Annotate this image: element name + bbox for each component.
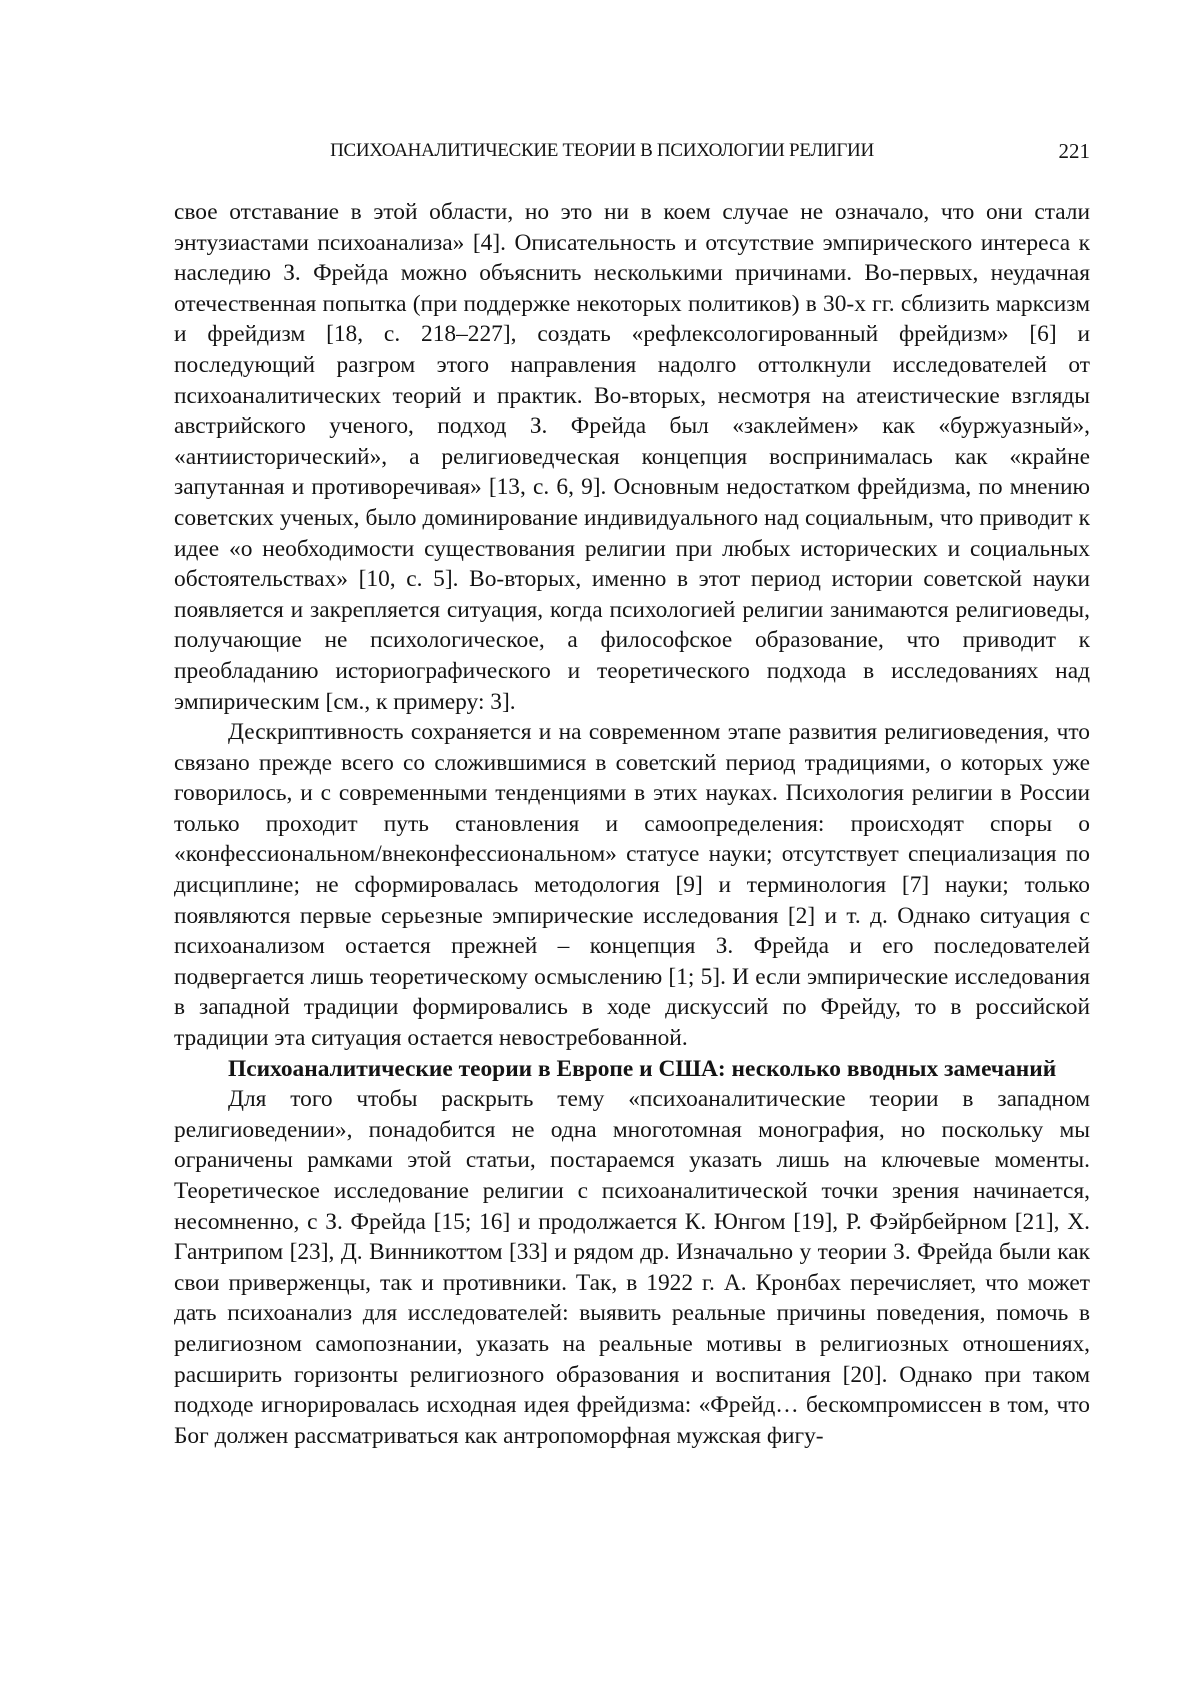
section-heading: Психоаналитические теории в Европе и США: несколько вводных замечаний: [174, 1054, 1090, 1085]
document-page: [0, 0, 1200, 1685]
paragraph: Дескриптивность сохраняется и на современном этапе развития религиоведения, что связано прежде всего со сложившимися в советский период традициями, о которых уже говорилось, и с современными тенденциями в этих науках. Психология религии в России только проходит путь становления и самоопределения: происходят споры о «конфессиональном/внеконфессиональном» статусе науки; отсутствует специализация по дисциплине; не сформировалась методология [9] и терминология [7] науки; только появляются первые серьезные эмпирические исследования [2] и т. д. Однако ситуация с психоанализом остается прежней – концепция З. Фрейда и его последователей подвергается лишь теоретическому осмыслению [1; 5]. И если эмпирические исследования в западной традиции формировались в ходе дискуссий по Фрейду, то в российской традиции эта ситуация остается невостребованной.: [174, 717, 1090, 1054]
body-text: [174, 197, 1090, 1451]
page-number: 221: [1059, 136, 1091, 166]
paragraph-continued: свое отставание в этой области, но это ни в коем случае не означало, что они стали энтузиастами психоанализа» [4]. Описательность и отсутствие эмпирического интереса к наследию З. Фрейда можно объяснить несколькими причинами. Во-первых, неудачная отечественная попытка (при поддержке некоторых политиков) в 30-х гг. сблизить марксизм и фрейдизм [18, с. 218–227], создать «рефлексологированный фрейдизм» [6] и последующий разгром этого направления надолго оттолкнули исследователей от психоаналитических теорий и практик. Во-вторых, несмотря на атеистические взгляды австрийского ученого, подход З. Фрейда был «заклеймен» как «буржуазный», «антиисторический», а религиоведческая концепция воспринималась как «крайне запутанная и противоречивая» [13, с. 6, 9]. Основным недостатком фрейдизма, по мнению советских ученых, было доминирование индивидуального над социальным, что приводит к идее «о необходимости существования религии при любых исторических и социальных обстоятельствах» [10, с. 5]. Во-вторых, именно в этот период истории советской науки появляется и закрепляется ситуация, когда психологией религии занимаются религиоведы, получающие не психологическое, а философское образование, что приводит к преобладанию историографического и теоретического подхода в исследованиях над эмпирическим [см., к примеру: 3].: [174, 197, 1090, 717]
running-title: ПСИХОАНАЛИТИЧЕСКИЕ ТЕОРИИ В ПСИХОЛОГИИ РЕЛИГИИ: [174, 136, 1030, 166]
running-head: [174, 136, 1090, 166]
paragraph: Для того чтобы раскрыть тему «психоаналитические теории в западном религиоведении», понадобится не одна многотомная монография, но поскольку мы ограничены рамками этой статьи, постараемся указать лишь на ключевые моменты. Теоретическое исследование религии с психоаналитической точки зрения начинается, несомненно, с З. Фрейда [15; 16] и продолжается К. Юнгом [19], Р. Фэйрбейрном [21], Х. Гантрипом [23], Д. Винникоттом [33] и рядом др. Изначально у теории З. Фрейда были как свои приверженцы, так и противники. Так, в 1922 г. А. Кронбах перечисляет, что может дать психоанализ для исследователей: выявить реальные причины поведения, помочь в религиозном самопознании, указать на реальные мотивы в религиозных отношениях, расширить горизонты религиозного образования и воспитания [20]. Однако при таком подходе игнорировалась исходная идея фрейдизма: «Фрейд… бескомпромиссен в том, что Бог должен рассматриваться как антропоморфная мужская фигу-: [174, 1084, 1090, 1451]
